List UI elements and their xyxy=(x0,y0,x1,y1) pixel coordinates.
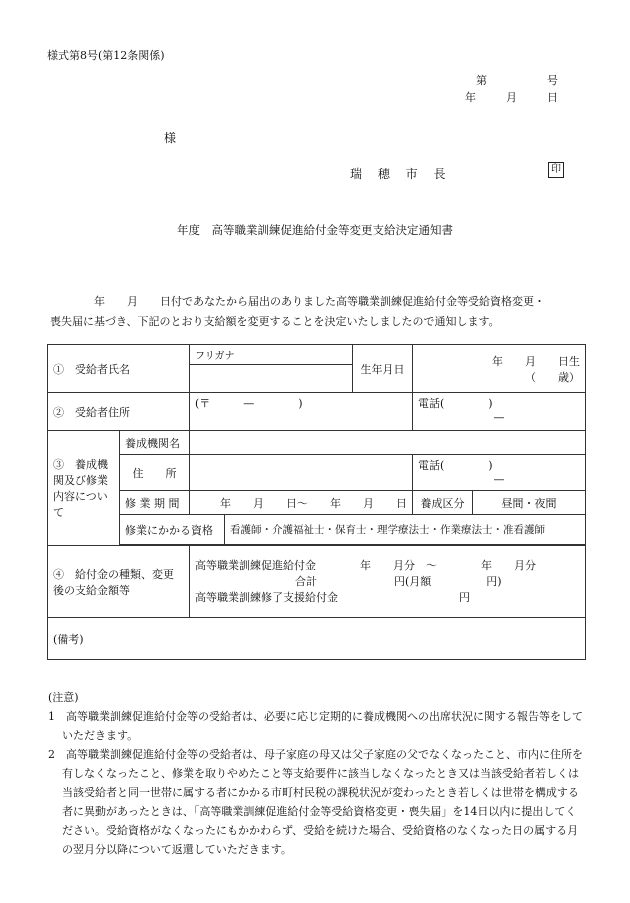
remarks-label: (備考) xyxy=(53,632,84,646)
dob-field[interactable] xyxy=(413,345,586,393)
recipient-name-label: ① 受給者氏名 xyxy=(48,345,190,393)
benefit-line-2: 合計 円(月額 円) xyxy=(295,574,502,588)
details-table xyxy=(47,344,586,660)
recipient-phone-field[interactable] xyxy=(413,393,586,431)
dob-value: 年 月 日生 xyxy=(492,354,581,368)
dob-label: 生年月日 xyxy=(353,345,413,393)
furigana-label: フリガナ xyxy=(190,345,353,365)
seal-mark: 印 xyxy=(548,162,564,178)
date-month: 月 xyxy=(506,91,517,104)
note-2: 2 高等職業訓練促進給付金等の受給者は、母子家庭の母又は父子家庭の父でなくなったこと、市内に住所を有しなくなったこと、修業を取りやめたこと等支給要件に該当しなくなったとき又は当該受給者若しくは当該受給者と同一世帯に属する者にかかる市町村民税の課税状況が変わったとき若しくは世帯を構成する者に異動があったときは、「高等職業訓練促進給付金等受給資格変更・喪失届」を14日以内に提出してください。受給資格がなくなったにもかかわらず、受給を続けた場合、受給資格のなくなった日の属する月の翌月分以降について返還していただきます。 xyxy=(48,748,583,856)
body-line-2: 喪失届に基づき、下記のとおり支給額を変更することを決定いたしましたので通知します。 xyxy=(50,315,500,328)
number-prefix: 第 xyxy=(476,74,487,87)
note-1: 1 高等職業訓練促進給付金等の受給者は、必要に応じ定期的に養成機関への出席状況に関する報告等をしていただきます。 xyxy=(48,710,583,742)
body-text xyxy=(50,292,590,332)
number-suffix: 号 xyxy=(547,74,558,87)
training-section-label: ③ 養成機関及び修業内容について xyxy=(48,431,120,546)
qualification-field[interactable]: 看護師・介護福祉士・保育士・理学療法士・作業療法士・准看護師 xyxy=(225,515,586,545)
class-label: 養成区分 xyxy=(413,491,473,515)
institution-name-label: 養成機関名 xyxy=(120,431,190,455)
benefit-label: ④ 給付金の種類、変更後の支給金額等 xyxy=(48,546,190,618)
document-title: 年度 高等職業訓練促進給付金等変更支給決定通知書 xyxy=(177,223,453,237)
date-year: 年 xyxy=(465,91,476,104)
recipient-address-field[interactable] xyxy=(190,393,413,431)
form-number: 様式第8号(第12条関係) xyxy=(47,49,165,62)
recipient-phone-dash: — xyxy=(493,411,505,424)
postal-code: (〒 — ) xyxy=(195,397,303,410)
institution-phone-field[interactable] xyxy=(413,455,586,491)
date-day: 日 xyxy=(547,91,558,104)
benefit-field[interactable] xyxy=(190,546,586,618)
period-label: 修 業 期 間 xyxy=(120,491,190,515)
issue-date xyxy=(465,89,558,105)
institution-phone-dash: — xyxy=(493,473,505,486)
recipient-name-field[interactable] xyxy=(190,365,353,393)
recipient-phone: 電話( ) xyxy=(418,397,493,410)
institution-phone: 電話( ) xyxy=(418,459,493,472)
class-field[interactable]: 昼間・夜間 xyxy=(473,491,586,515)
addressee-suffix: 様 xyxy=(164,131,177,145)
recipient-address-label: ② 受給者住所 xyxy=(48,393,190,431)
issuer-name: 瑞 穂 市 長 xyxy=(350,167,452,181)
body-line-1: 年 月 日付であなたから届出のありました高等職業訓練促進給付金等受給資格変更・ xyxy=(94,295,545,308)
qualification-label: 修業にかかる資格 xyxy=(120,515,225,545)
period-field[interactable]: 年 月 日〜 年 月 日 xyxy=(190,491,413,515)
institution-address-label: 住 所 xyxy=(120,455,190,491)
benefit-line-3: 高等職業訓練修了支援給付金 円 xyxy=(195,590,470,604)
notes-heading: (注意) xyxy=(48,691,79,704)
institution-address-field[interactable] xyxy=(190,455,413,491)
notes-section xyxy=(48,688,583,859)
document-number xyxy=(476,72,558,88)
institution-name-field[interactable] xyxy=(190,431,586,455)
remarks-field[interactable] xyxy=(48,618,586,660)
age-value: （ 歳） xyxy=(525,370,581,384)
benefit-line-1: 高等職業訓練促進給付金 年 月分 〜 年 月分 xyxy=(195,558,536,572)
